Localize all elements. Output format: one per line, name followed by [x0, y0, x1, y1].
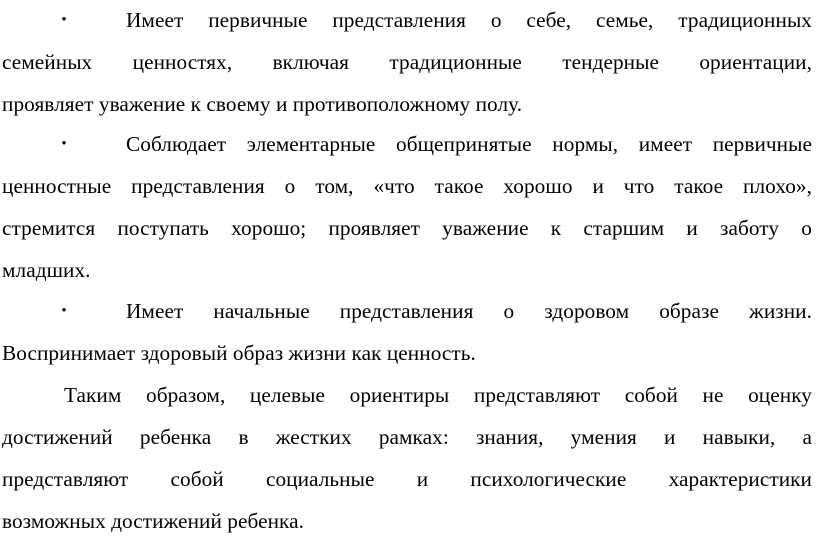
bullet-2-line-4: младших.	[2, 258, 91, 282]
bullet-2-line-1: Соблюдает элементарные общепринятые нормы, имеет первичные	[126, 132, 812, 156]
bullet-3-line-2: Воспринимает здоровый образ жизни как ценность.	[2, 341, 476, 365]
bullet-1-line-2: семейных ценностях, включая традиционные тендерные ориентации,	[2, 50, 812, 74]
bullet-1-line-1: Имеет первичные представления о себе, семье, традиционных	[126, 8, 812, 32]
conclusion-line-3: представляют собой социальные и психологические характеристики	[2, 467, 812, 491]
bullet-3-line-1: Имеет начальные представления о здоровом образе жизни.	[126, 299, 812, 323]
conclusion-line-1: Таким образом, целевые ориентиры представляют собой не оценку	[64, 383, 812, 407]
bullet-marker: •	[61, 12, 67, 28]
bullet-2-line-3: стремится поступать хорошо; проявляет уважение к старшим и заботу о	[2, 216, 812, 240]
bullet-marker: •	[61, 303, 67, 319]
bullet-1-line-3: проявляет уважение к своему и противоположному полу.	[2, 92, 523, 116]
conclusion-line-2: достижений ребенка в жестких рамках: знания, умения и навыки, а	[2, 425, 812, 449]
conclusion-line-4: возможных достижений ребенка.	[2, 509, 304, 533]
bullet-2-line-2: ценностные представления о том, «что такое хорошо и что такое плохо»,	[2, 174, 812, 198]
bullet-marker: •	[61, 136, 67, 152]
